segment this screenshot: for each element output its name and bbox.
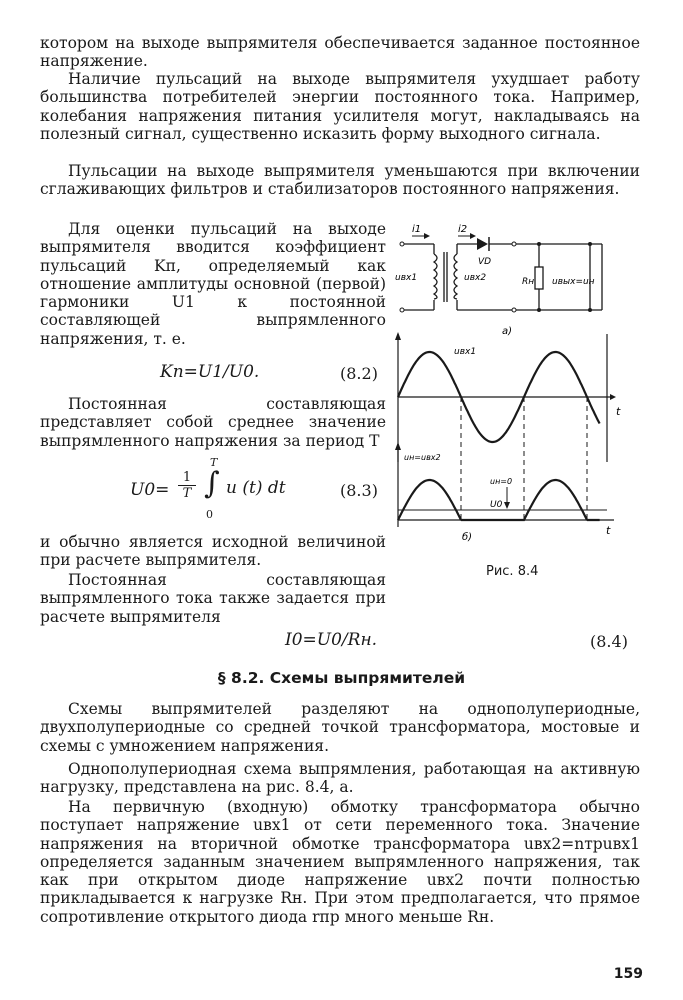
- figure-8-4: [392, 222, 642, 562]
- paragraph-5: Постоянная составляющая представляет собой среднее значение выпрямленного напряжения за период T: [40, 395, 386, 450]
- integral-lower-limit: 0: [206, 508, 213, 521]
- section-heading: § 8.2. Схемы выпрямителей: [217, 669, 466, 687]
- label-un0: uн=0: [490, 477, 513, 486]
- integral-sign: ∫: [204, 466, 220, 501]
- label-vd: VD: [478, 257, 492, 267]
- label-u-out: uвых=uн: [552, 277, 595, 287]
- paragraph-9: Однополупериодная схема выпрямления, работающая на активную нагрузку, представлена на рис. 8.4, а.: [40, 760, 640, 797]
- equation-8-4: I0=U0/Rн.: [285, 630, 378, 650]
- label-a: а): [502, 326, 513, 337]
- figure-caption: Рис. 8.4: [486, 564, 539, 579]
- paragraph-10: На первичную (входную) обмотку трансформатора обычно поступает напряжение uвх1 от сети переменного тока. Значение напряжения на вторичной обмотке трансформатора uвх2=nтрuвх1 определяется заданным значением выпрямленного напряжения, так как при открытом диоде напряжение uвх2 почти полностью прикладывается к нагрузке Rн. При этом предполагается, что прямое сопротивление открытого диода rпр много меньше Rн.: [40, 798, 640, 926]
- paragraph-1: котором на выходе выпрямителя обеспечивается заданное постоянное напряжение.: [40, 34, 640, 71]
- equation-8-2: Kп=U1/U0.: [160, 362, 260, 382]
- equation-8-3-lhs: U0=: [130, 480, 170, 500]
- equation-number-8-3: (8.3): [340, 481, 378, 500]
- paragraph-2: Наличие пульсаций на выходе выпрямителя ухудшает работу большинства потребителей энергии постоянного тока. Например, колебания напряжения питания усилителя могут, накладываясь на полезный сигнал, существенно исказить форму выходного сигнала.: [40, 70, 640, 143]
- equation-8-3-fraction: [178, 470, 196, 501]
- label-un-eq: uн=uвх2: [404, 453, 441, 462]
- paragraph-3: Пульсации на выходе выпрямителя уменьшаются при включении сглаживающих фильтров и стабилизаторов постоянного напряжения.: [40, 162, 640, 199]
- paragraph-6: и обычно является исходной величиной при расчете выпрямителя.: [40, 533, 386, 570]
- diode-vd: [477, 237, 489, 251]
- paragraph-8: Схемы выпрямителей разделяют на однополупериодные, двухполупериодные со средней точкой трансформатора, мостовые и схемы с умножением напряжения.: [40, 700, 640, 755]
- fraction-numerator: 1: [178, 470, 196, 486]
- label-u-in2: uвх2: [464, 273, 487, 283]
- paragraph-4: Для оценки пульсаций на выходе выпрямителя вводится коэффициент пульсаций Kп, определяемый как отношение амплитуды основной (первой) гармоники U1 к постоянной составляющей выпрямленного напряжения, т. е.: [40, 220, 386, 348]
- label-b: б): [462, 532, 473, 543]
- label-t2: t: [606, 524, 611, 537]
- label-wave-u1: uвх1: [454, 347, 477, 357]
- label-i2: i2: [458, 224, 468, 235]
- fraction-denominator: T: [182, 486, 192, 501]
- equation-number-8-2: (8.2): [340, 364, 378, 383]
- equation-8-3-body: u (t) dt: [226, 478, 286, 498]
- paragraph-7: Постоянная составляющая выпрямленного тока также задается при расчете выпрямителя: [40, 571, 386, 626]
- label-i1: i1: [412, 224, 422, 235]
- label-rn: Rн: [522, 277, 535, 287]
- waveform-output: [395, 442, 614, 543]
- label-t1: t: [616, 405, 621, 418]
- integral-upper-limit: T: [210, 456, 218, 469]
- equation-number-8-4: (8.4): [590, 632, 628, 651]
- label-u-in1: uвх1: [395, 273, 418, 283]
- label-u0: U0: [490, 500, 503, 510]
- page-number: 159: [613, 966, 643, 982]
